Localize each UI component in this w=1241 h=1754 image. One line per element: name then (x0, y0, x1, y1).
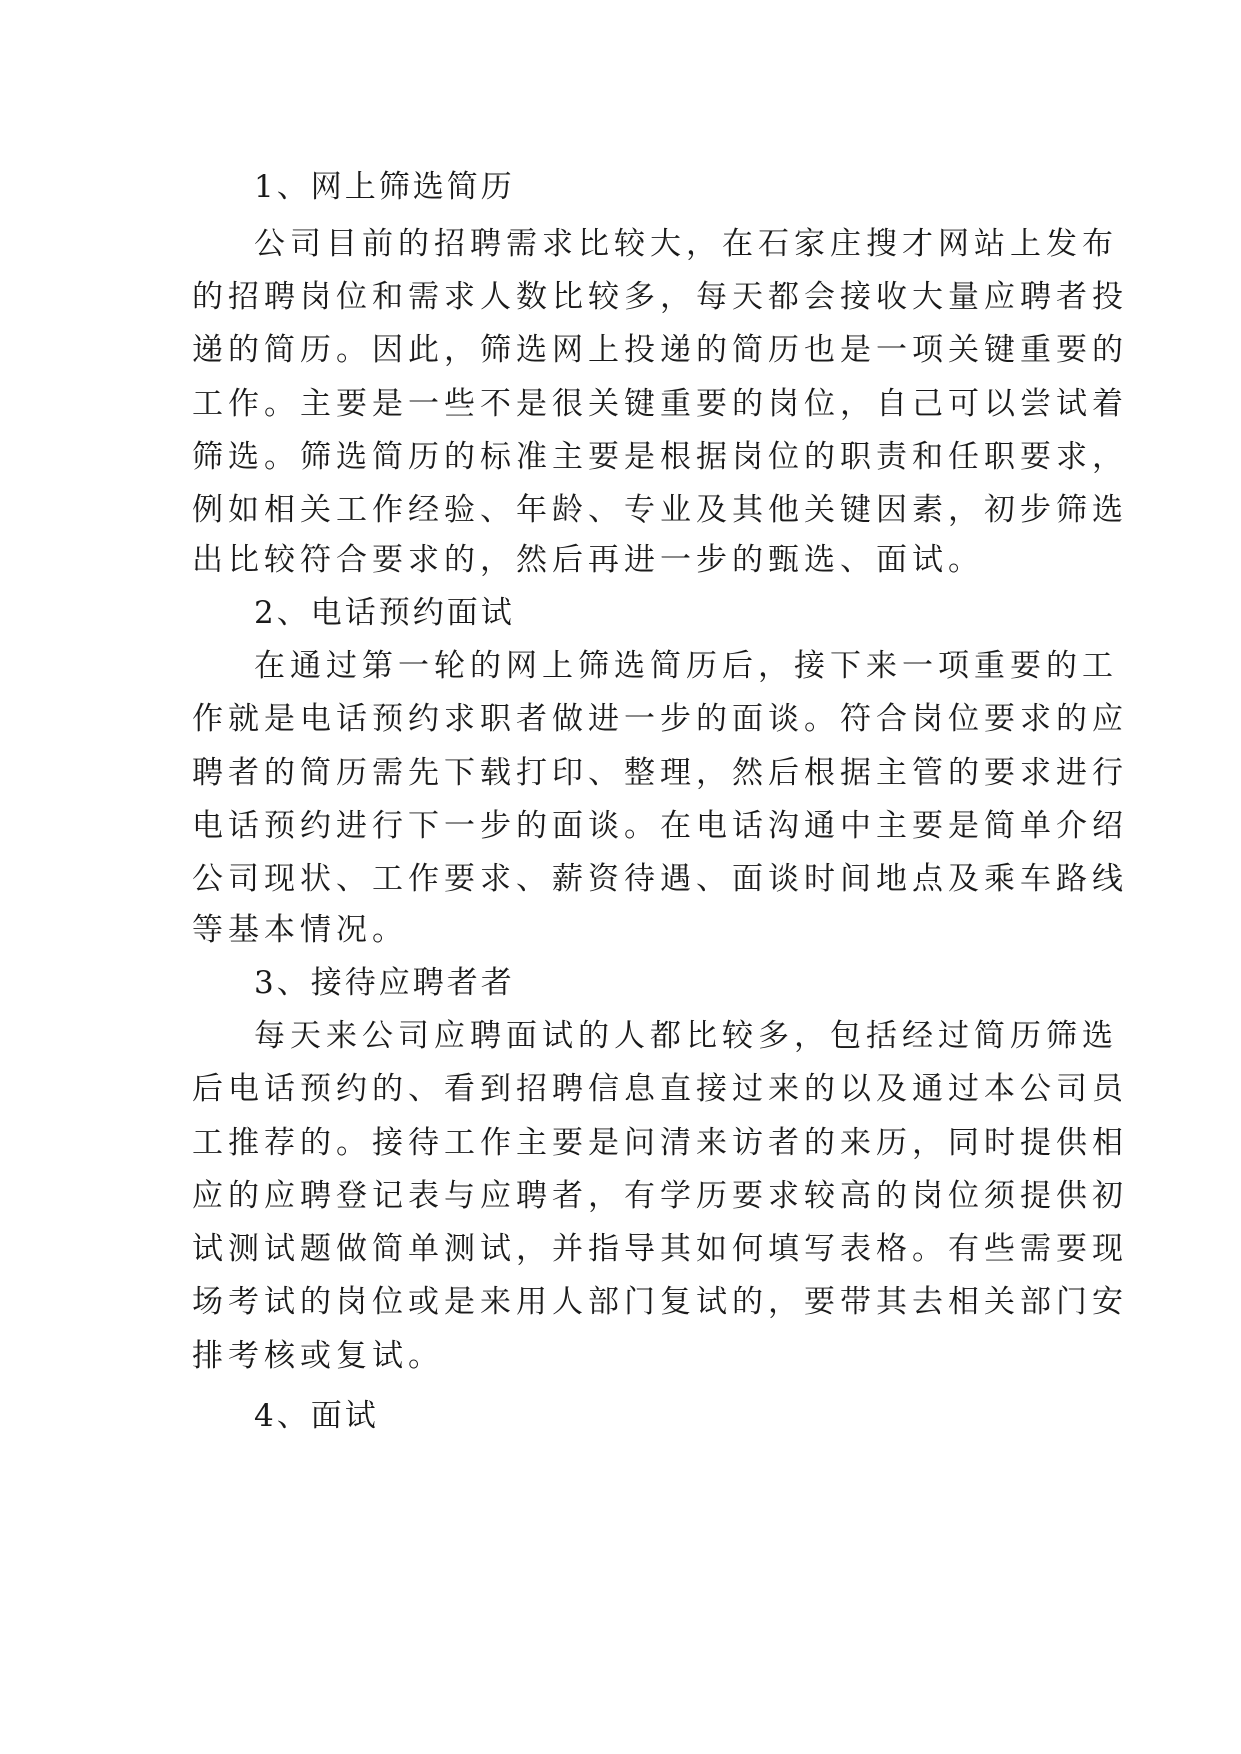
paragraph-line: 公司目前的招聘需求比较大，在石家庄搜才网站上发布 (254, 226, 1118, 262)
paragraph-line: 排考核或复试。 (192, 1338, 444, 1374)
paragraph-line: 工推荐的。接待工作主要是问清来访者的来历，同时提供相 (192, 1125, 1128, 1161)
paragraph-line: 作就是电话预约求职者做进一步的面谈。符合岗位要求的应 (192, 701, 1128, 737)
paragraph-line: 每天来公司应聘面试的人都比较多，包括经过简历筛选 (254, 1018, 1118, 1054)
paragraph-line: 在通过第一轮的网上筛选简历后，接下来一项重要的工 (254, 648, 1118, 684)
paragraph-line: 聘者的简历需先下载打印、整理，然后根据主管的要求进行 (192, 755, 1128, 791)
paragraph-line: 后电话预约的、看到招聘信息直接过来的以及通过本公司员 (192, 1071, 1128, 1107)
paragraph-line: 等基本情况。 (192, 912, 408, 948)
section-heading-4: 4、面试 (254, 1398, 379, 1434)
paragraph-line: 的招聘岗位和需求人数比较多，每天都会接收大量应聘者投 (192, 279, 1128, 315)
paragraph-line: 公司现状、工作要求、薪资待遇、面谈时间地点及乘车路线 (192, 861, 1128, 897)
section-heading-2: 2、电话预约面试 (254, 595, 515, 631)
paragraph-line: 递的简历。因此，筛选网上投递的简历也是一项关键重要的 (192, 332, 1128, 368)
paragraph-line: 筛选。筛选简历的标准主要是根据岗位的职责和任职要求， (192, 439, 1128, 475)
section-heading-3: 3、接待应聘者者 (254, 965, 515, 1001)
paragraph-line: 应的应聘登记表与应聘者，有学历要求较高的岗位须提供初 (192, 1178, 1128, 1214)
paragraph-line: 出比较符合要求的，然后再进一步的甄选、面试。 (192, 542, 984, 578)
paragraph-line: 例如相关工作经验、年龄、专业及其他关键因素，初步筛选 (192, 492, 1128, 528)
paragraph-line: 试测试题做简单测试，并指导其如何填写表格。有些需要现 (192, 1231, 1128, 1267)
paragraph-line: 工作。主要是一些不是很关键重要的岗位，自己可以尝试着 (192, 386, 1128, 422)
paragraph-line: 电话预约进行下一步的面谈。在电话沟通中主要是简单介绍 (192, 808, 1128, 844)
paragraph-line: 场考试的岗位或是来用人部门复试的，要带其去相关部门安 (192, 1284, 1128, 1320)
section-heading-1: 1、网上筛选简历 (254, 169, 515, 205)
